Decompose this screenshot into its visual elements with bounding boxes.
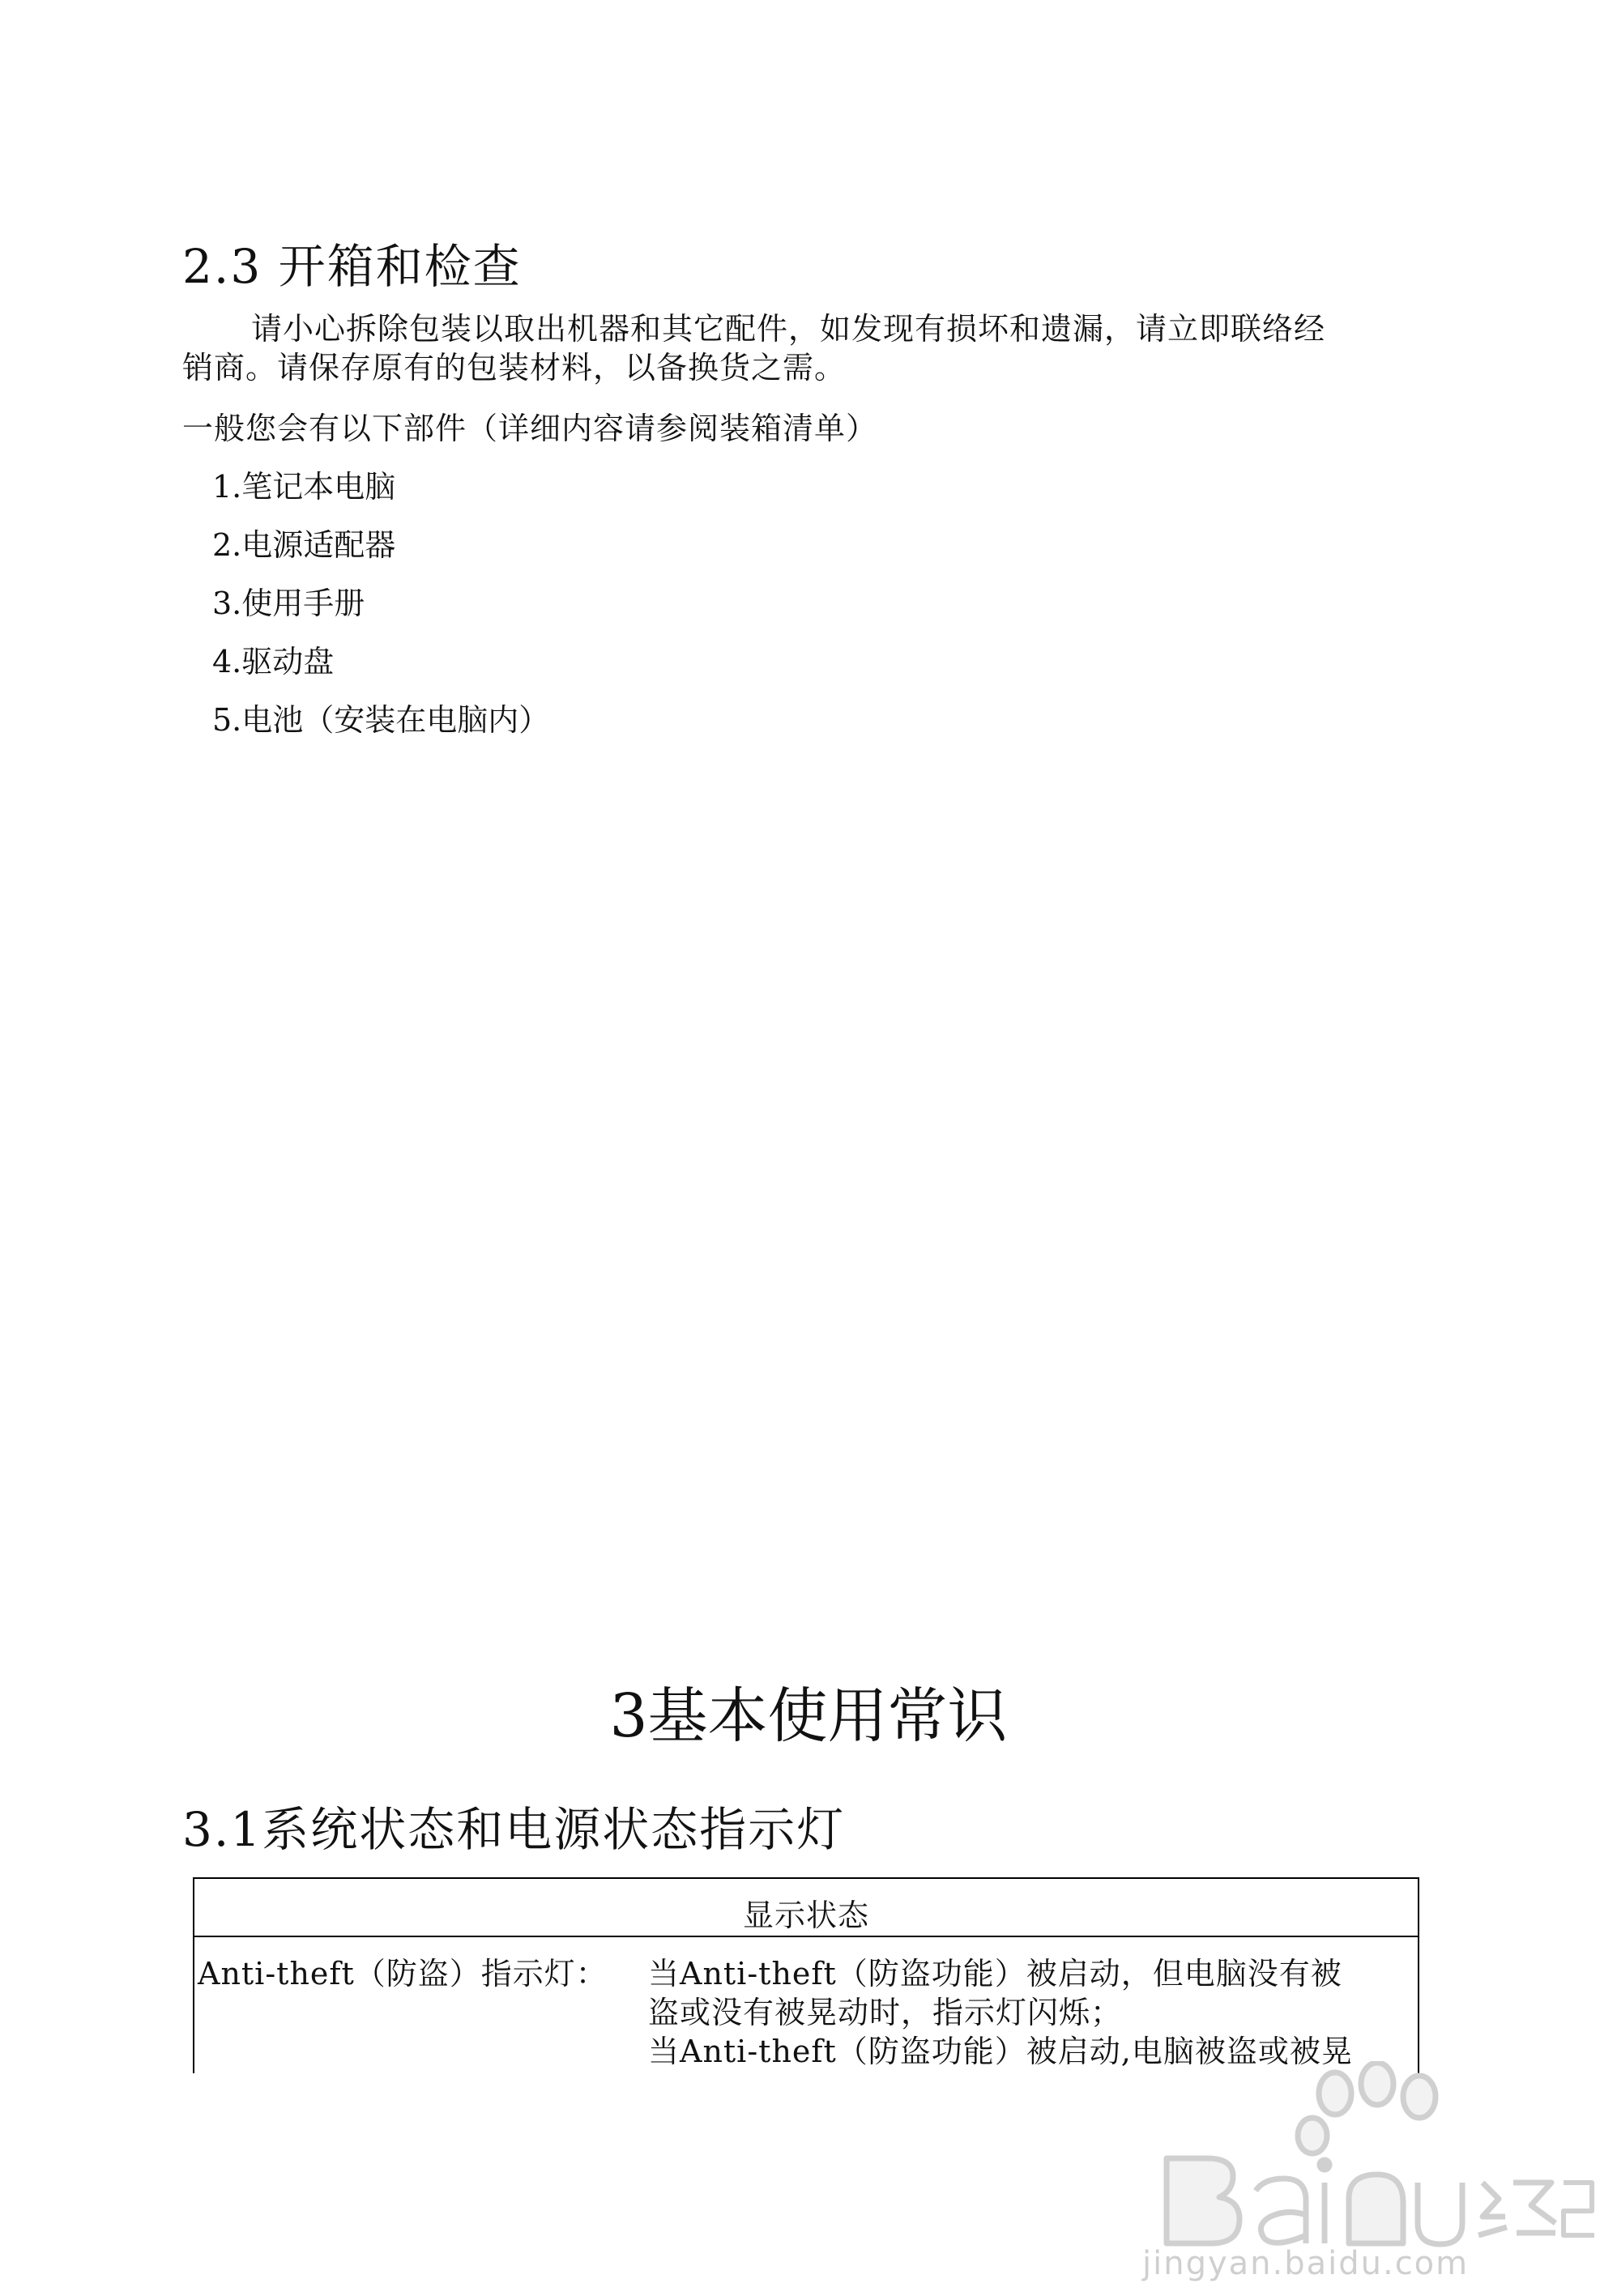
table-row-label: Anti-theft（防盗）指示灯： bbox=[198, 1956, 608, 1991]
section-heading-2-3: 2.3 开箱和检查 bbox=[182, 239, 522, 294]
list-item: 4.驱动盘 bbox=[212, 644, 335, 679]
paragraph-line-2: 销商。请保存原有的包装材料，以备换货之需。 bbox=[182, 350, 847, 386]
watermark-url: jingyan.baidu.com bbox=[1142, 2245, 1470, 2282]
status-table bbox=[193, 1877, 1419, 2073]
list-item: 3.使用手册 bbox=[212, 586, 365, 621]
list-item: 5.电池（安装在电脑内） bbox=[212, 702, 550, 738]
paragraph-line-1: 请小心拆除包装以取出机器和其它配件，如发现有损坏和遗漏，请立即联络经 bbox=[251, 311, 1326, 347]
table-row-desc-line: 盗或没有被晃动时，指示灯闪烁； bbox=[648, 1995, 1123, 2030]
parts-intro: 一般您会有以下部件（详细内容请参阅装箱清单） bbox=[182, 411, 878, 446]
table-row-desc-line: 当Anti-theft（防盗功能）被启动，但电脑没有被 bbox=[648, 1956, 1342, 1991]
list-item: 2.电源适配器 bbox=[212, 527, 396, 563]
table-row-desc-line: 当Anti-theft（防盗功能）被启动,电脑被盗或被晃 bbox=[648, 2034, 1353, 2069]
chapter-title: 3基本使用常识 bbox=[609, 1681, 1008, 1751]
table-header-divider bbox=[193, 1936, 1419, 1937]
table-header: 显示状态 bbox=[742, 1898, 869, 1933]
section-heading-3-1: 3.1系统状态和电源状态指示灯 bbox=[182, 1802, 846, 1857]
list-item: 1.笔记本电脑 bbox=[212, 469, 396, 505]
